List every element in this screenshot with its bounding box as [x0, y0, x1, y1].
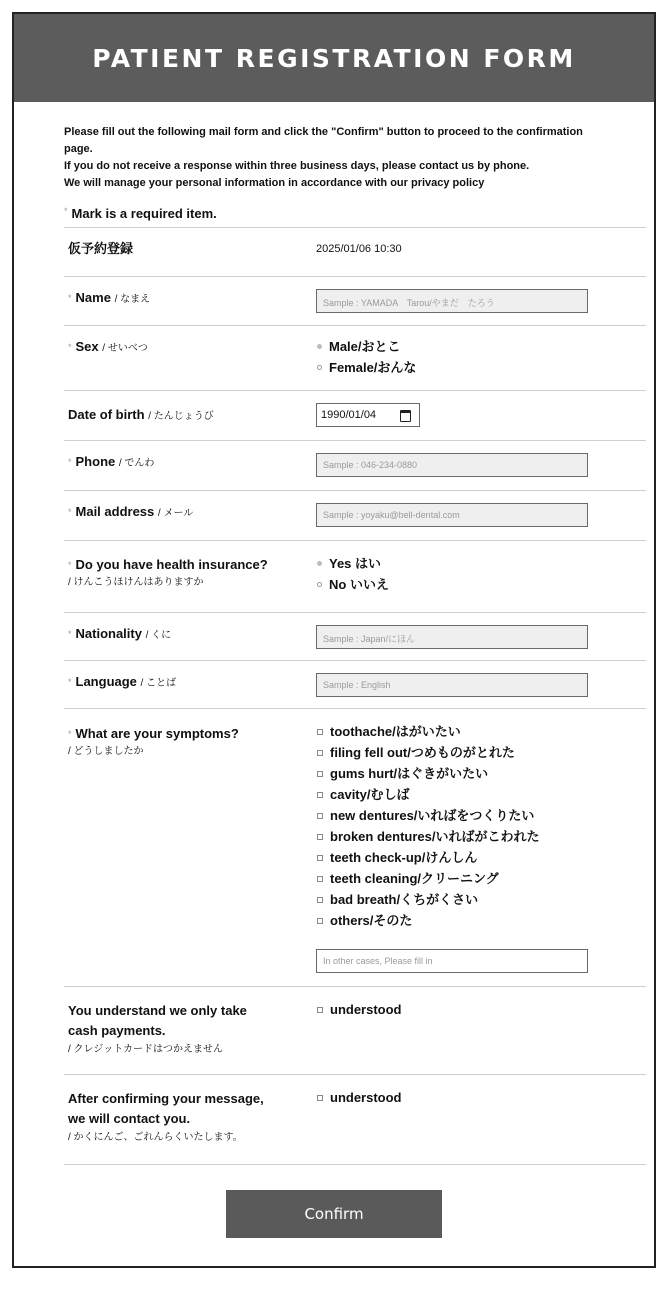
birth-date-input[interactable]: 1990/01/04	[316, 403, 420, 427]
checkbox-icon[interactable]	[317, 771, 323, 777]
form-table	[64, 227, 646, 1165]
symptom-option[interactable]: toothache/はがいたい	[316, 721, 646, 742]
nationality-input[interactable]: Sample : Japan/にほん	[316, 625, 588, 649]
contact-label: After confirming your message, we will contact you. / かくにんご、ごれんらくいたします。	[68, 1091, 264, 1143]
sex-option-female[interactable]: Female/おんな	[316, 357, 646, 378]
symptoms-label: * What are your symptoms? / どうしましたか	[68, 726, 239, 757]
radio-selected-icon[interactable]	[317, 344, 322, 349]
sex-row	[64, 326, 646, 391]
checkbox-icon[interactable]	[317, 813, 323, 819]
cash-label: You understand we only take cash payments. / クレジットカードはつかえません	[68, 1003, 247, 1055]
nationality-label: * Nationality / くに	[68, 626, 172, 641]
checkbox-icon[interactable]	[317, 792, 323, 798]
reservation-label: 仮予約登録	[68, 241, 134, 256]
symptom-option[interactable]: filing fell out/つめものがとれた	[316, 742, 646, 763]
symptom-option[interactable]: others/そのた	[316, 910, 646, 931]
checkbox-icon[interactable]	[317, 918, 323, 924]
mail-label: * Mail address / メール	[68, 504, 194, 519]
insurance-option-yes[interactable]: Yes はい	[316, 553, 646, 574]
sex-label: * Sex / せいべつ	[68, 339, 148, 354]
confirm-area	[14, 1190, 654, 1238]
page-title: PATIENT REGISTRATION FORM	[92, 43, 576, 73]
checkbox-icon[interactable]	[317, 729, 323, 735]
form-header	[14, 14, 654, 102]
checkbox-icon[interactable]	[317, 834, 323, 840]
contact-row	[64, 1075, 646, 1165]
checkbox-icon[interactable]	[317, 750, 323, 756]
mail-input[interactable]: Sample : yoyaku@bell-dental.com	[316, 503, 588, 527]
language-label: * Language / ことば	[68, 674, 177, 689]
name-row	[64, 277, 646, 326]
checkbox-icon[interactable]	[317, 1007, 323, 1013]
reservation-row	[64, 228, 646, 277]
symptoms-other-input[interactable]: In other cases, Please fill in	[316, 949, 588, 973]
birth-label: Date of birth / たんじょうび	[68, 407, 214, 422]
intro-line: We will manage your personal information in accordance with our privacy policy	[64, 177, 485, 189]
confirm-button[interactable]: Confirm	[226, 1190, 442, 1238]
symptom-option[interactable]: gums hurt/はぐきがいたい	[316, 763, 646, 784]
insurance-option-no[interactable]: No いいえ	[316, 574, 646, 595]
symptoms-row	[64, 709, 646, 987]
birth-row	[64, 391, 646, 441]
required-note: * Mark is a required item.	[64, 206, 217, 221]
language-input[interactable]: Sample : English	[316, 673, 588, 697]
radio-icon[interactable]	[317, 582, 322, 587]
cash-row	[64, 987, 646, 1075]
checkbox-icon[interactable]	[317, 1095, 323, 1101]
symptom-option[interactable]: new dentures/いればをつくりたい	[316, 805, 646, 826]
symptom-option[interactable]: cavity/むしば	[316, 784, 646, 805]
name-label: * Name / なまえ	[68, 290, 151, 305]
insurance-label: * Do you have health insurance? / けんこうほけんはありますか	[68, 557, 268, 588]
phone-input[interactable]: Sample : 046-234-0880	[316, 453, 588, 477]
phone-label: * Phone / でんわ	[68, 454, 155, 469]
symptom-option[interactable]: teeth cleaning/クリーニング	[316, 868, 646, 889]
checkbox-icon[interactable]	[317, 897, 323, 903]
calendar-icon[interactable]	[400, 410, 411, 422]
intro-text	[14, 102, 654, 192]
checkbox-icon[interactable]	[317, 855, 323, 861]
reservation-value: 2025/01/06 10:30	[316, 243, 402, 255]
sex-option-male[interactable]: Male/おとこ	[316, 336, 646, 357]
radio-icon[interactable]	[317, 365, 322, 370]
nationality-row	[64, 613, 646, 661]
registration-form-frame	[12, 12, 656, 1268]
intro-line: If you do not receive a response within three business days, please contact us by phone.	[64, 160, 530, 172]
insurance-row	[64, 541, 646, 613]
language-row	[64, 661, 646, 709]
symptom-option[interactable]: bad breath/くちがくさい	[316, 889, 646, 910]
intro-line: Please fill out the following mail form and click the "Confirm" button to proceed to the confirmation page.	[64, 126, 583, 155]
name-input[interactable]: Sample : YAMADA Tarou/やまだ たろう	[316, 289, 588, 313]
required-mark: *	[64, 206, 68, 216]
symptom-option[interactable]: teeth check-up/けんしん	[316, 847, 646, 868]
radio-selected-icon[interactable]	[317, 561, 322, 566]
checkbox-icon[interactable]	[317, 876, 323, 882]
cash-understood-option[interactable]: understood	[316, 999, 646, 1020]
phone-row	[64, 441, 646, 491]
contact-understood-option[interactable]: understood	[316, 1087, 646, 1108]
mail-row	[64, 491, 646, 541]
symptom-option[interactable]: broken dentures/いればがこわれた	[316, 826, 646, 847]
